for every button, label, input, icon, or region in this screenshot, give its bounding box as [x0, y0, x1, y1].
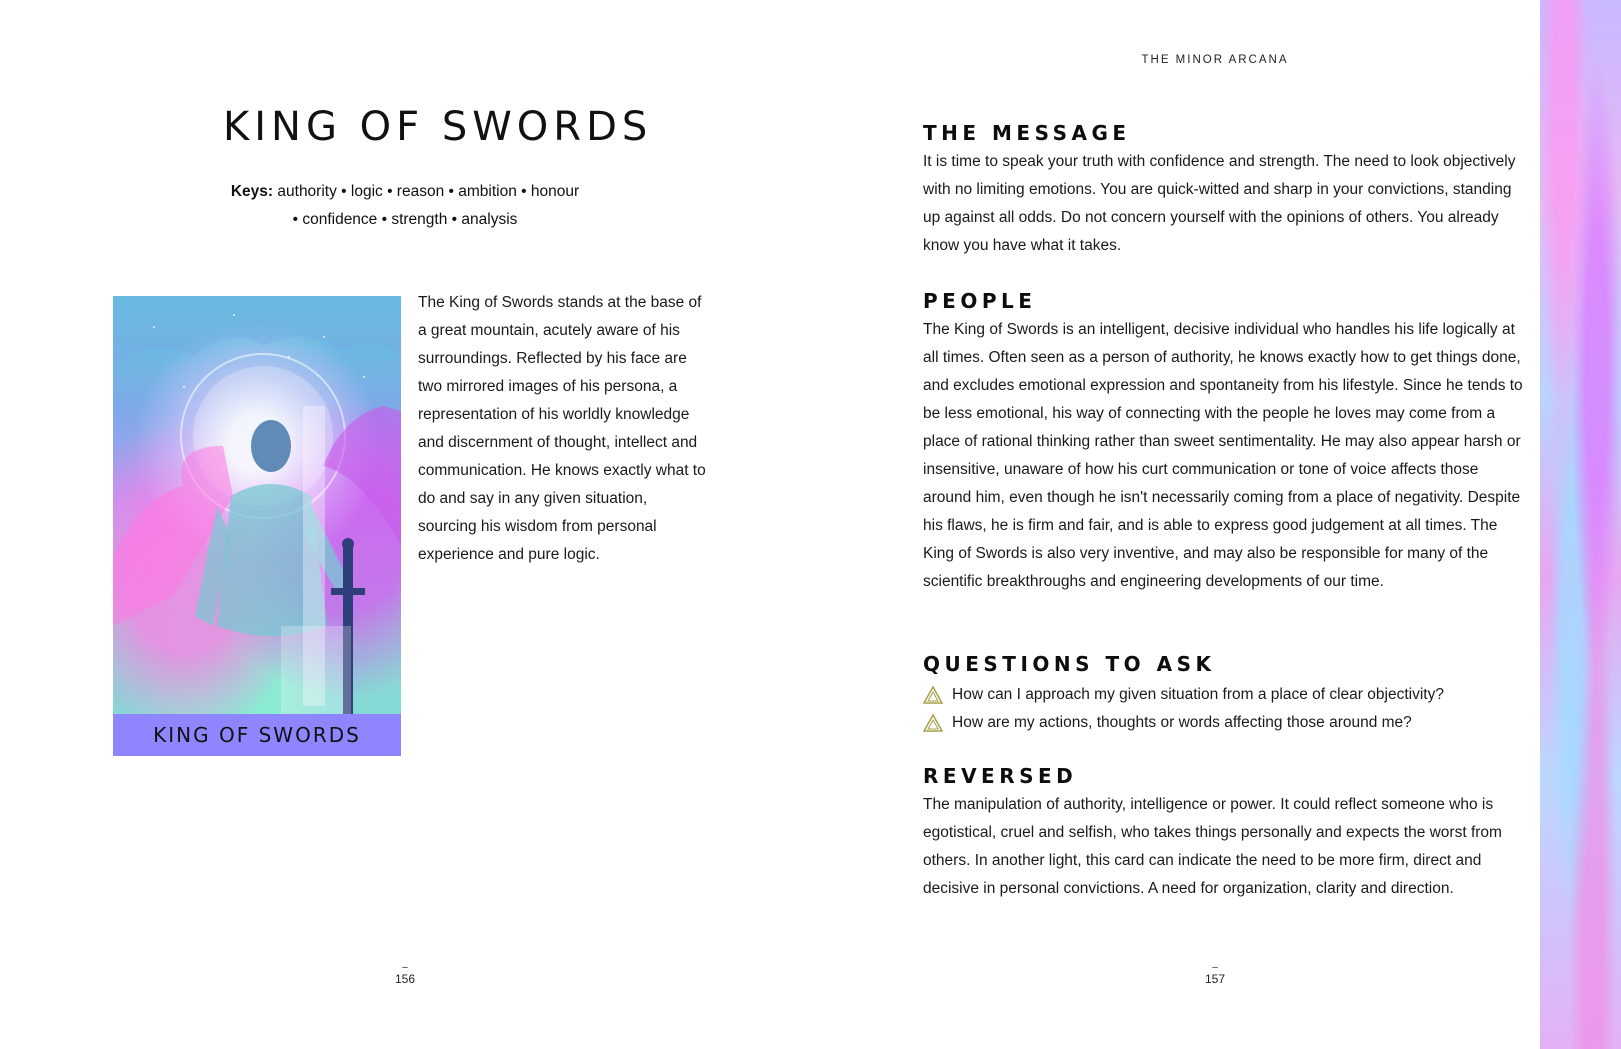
card-description: The King of Swords stands at the base of a great mountain, acutely aware of his surroundings. Reflected by his face are two mirrored images of his persona, a representation of his worldly knowledge and discernment of thought, intellect and communication. He knows exactly what to do and say in any given situation, sourcing his wisdom from personal experience and pure logic. — [418, 294, 706, 563]
star-dot — [363, 376, 365, 378]
section-heading: THE MESSAGE — [923, 121, 1131, 145]
keywords-list-2: • confidence • strength • analysis — [292, 211, 518, 228]
triangle-icon — [923, 714, 943, 732]
section-the-message — [923, 120, 1523, 260]
tarot-card-image — [113, 296, 401, 756]
star-dot — [323, 336, 325, 338]
star-dot — [288, 356, 290, 358]
page-number-left — [390, 964, 420, 986]
page-number-value: 157 — [1204, 972, 1226, 986]
section-questions-to-ask — [923, 651, 1523, 737]
triangle-icon — [923, 686, 943, 704]
section-heading: QUESTIONS TO ASK — [923, 652, 1216, 676]
star-dot — [153, 326, 155, 328]
king-figure-illustration — [113, 296, 401, 714]
card-title: KING OF SWORDS — [223, 104, 653, 150]
question-item — [923, 709, 1523, 737]
question-text: How can I approach my given situation from a place of clear objectivity? — [952, 686, 1444, 703]
keywords — [150, 178, 660, 234]
section-heading: PEOPLE — [923, 289, 1037, 313]
folio-dash: – — [1212, 962, 1218, 973]
star-dot — [233, 314, 235, 316]
keywords-line-1 — [150, 178, 660, 206]
section-body: The manipulation of authority, intelligence or power. It could reflect someone who is egotistical, cruel and selfish, who takes things personally and expects the worst from others. In another light, this card can indicate the need to be more firm, direct and decisive in personal convictions. A need for organization, clarity and direction. — [923, 796, 1502, 897]
section-heading: REVERSED — [923, 764, 1078, 788]
section-body: It is time to speak your truth with confidence and strength. The need to look objectively with no limiting emotions. You are quick-witted and sharp in your convictions, standing up against all odds. Do not concern yourself with the opinions of others. You already know you have what it takes. — [923, 153, 1516, 254]
question-item — [923, 681, 1523, 709]
star-dot — [183, 386, 185, 388]
question-text: How are my actions, thoughts or words affecting those around me? — [952, 714, 1412, 731]
left-page — [0, 0, 810, 1049]
section-reversed — [923, 763, 1523, 903]
section-body: The King of Swords is an intelligent, decisive individual who handles his life logically at all times. Often seen as a person of authority, he knows exactly how to get things done, and excludes emotional expression and spontaneity from his lifestyle. Since he tends to be less emotional, his way of connecting with the people he loves may come from a place of rational thinking rather than sweet sentimentality. He may also appear harsh or insensitive, unaware of how his curt communication or tone of voice affects those around him, even though he isn't necessarily coming from a place of negativity. Despite his flaws, he is firm and fair, and is able to express good judgement at all times. The King of Swords is also very inventive, and may also be responsible for many of the scientific breakthroughs and engineering developments of our time. — [923, 321, 1523, 590]
keywords-list-1: authority • logic • reason • ambition • honour — [277, 183, 580, 200]
page-number-value: 156 — [394, 972, 416, 986]
section-people — [923, 288, 1523, 596]
page-number-right — [1200, 964, 1230, 986]
card-label: KING OF SWORDS — [113, 714, 401, 756]
running-head: THE MINOR ARCANA — [1141, 54, 1289, 66]
page-edge-decoration — [1540, 0, 1621, 1049]
keywords-label: Keys: — [230, 183, 274, 200]
folio-dash: – — [402, 962, 408, 973]
